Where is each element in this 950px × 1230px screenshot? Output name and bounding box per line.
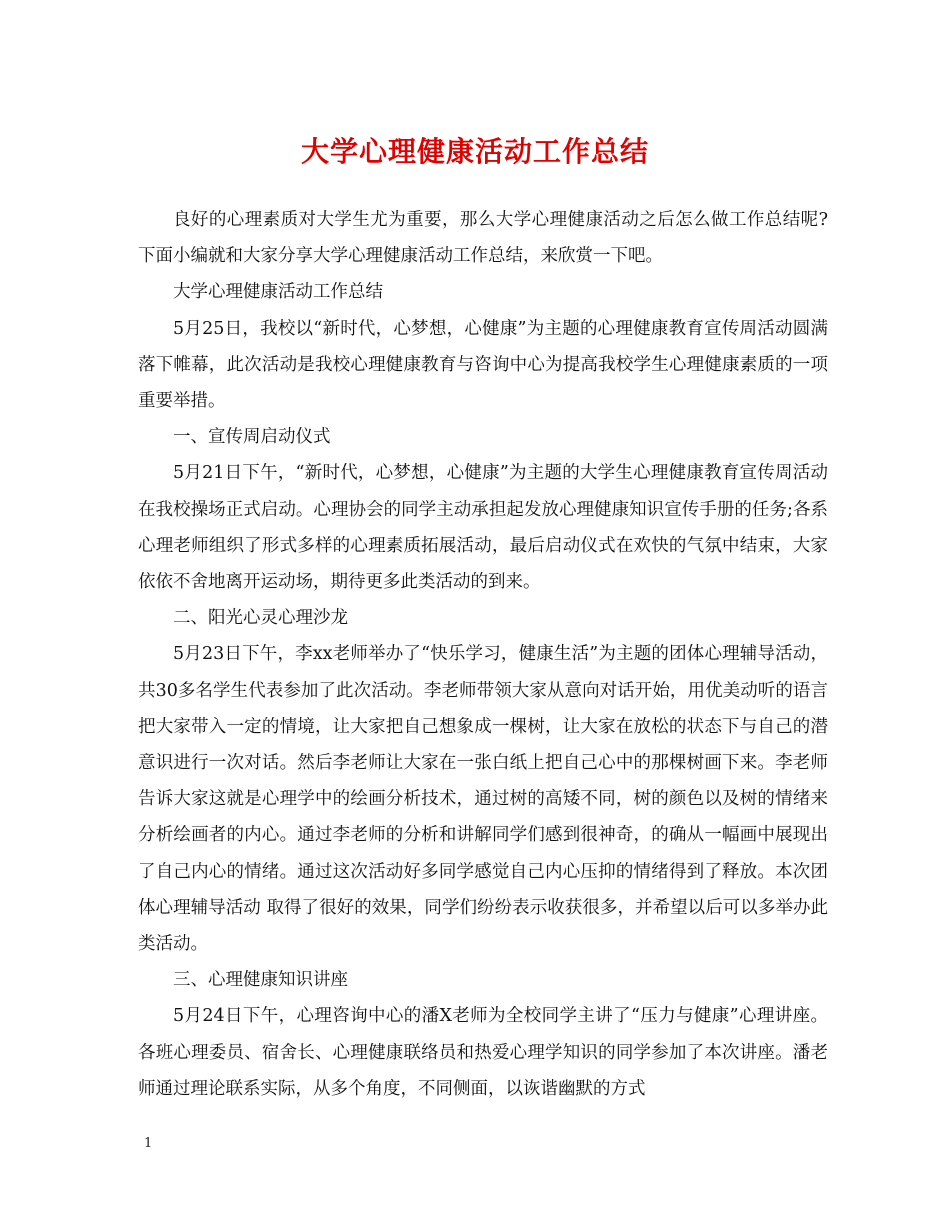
summary-paragraph: 5月25日，我校以“新时代，心梦想，心健康”为主题的心理健康教育宣传周活动圆满落下帷幕，此次活动是我校心理健康教育与咨询中心为提高我校学生心理健康素质的一项重要举措。 (138, 318, 828, 412)
section-paragraph-3: 5月24日下午，心理咨询中心的潘X老师为全校同学主讲了“压力与健康”心理讲座。各班心理委员、宿舍长、心理健康联络员和热爱心理学知识的同学参加了本次讲座。潘老师通过理论联系实际，从多个角度，不同侧面，以诙谐幽默的方式 (138, 1006, 828, 1099)
section-heading-3: 三、心理健康知识讲座 (173, 970, 348, 991)
section-heading-1: 一、宣传周启动仪式 (173, 427, 331, 448)
page-number: 1 (144, 1136, 153, 1151)
document-body (138, 202, 828, 1107)
section-paragraph-2: 5月23日下午，李xx老师举办了“快乐学习，健康生活”为主题的团体心理辅导活动，共30多名学生代表参加了此次活动。李老师带领大家从意向对话开始，用优美动听的语言把大家带入一定的情境，让大家把自己想象成一棵树，让大家在放松的状态下与自己的潜意识进行一次对话。然后李老师让大家在一张白纸上把自己心中的那棵树画下来。李老师告诉大家这就是心理学中的绘画分析技术，通过树的高矮不同，树的颜色以及树的情绪来分析绘画者的内心。通过李老师的分析和讲解同学们感到很神奇，的确从一幅画中展现出了自己内心的情绪。通过这次活动好多同学感觉自己内心压抑的情绪得到了释放。本次团体心理辅导活动 取得了很好的效果，同学们纷纷表示收获很多，并希望以后可以多举办此类活动。 (138, 644, 828, 955)
section-paragraph-1: 5月21日下午，“新时代，心梦想，心健康”为主题的大学生心理健康教育宣传周活动在我校操场正式启动。心理协会的同学主动承担起发放心理健康知识宣传手册的任务;各系心理老师组织了形式多样的心理素质拓展活动，最后启动仪式在欢快的气氛中结束，大家依依不舍地离开运动场，期待更多此类活动的到来。 (138, 463, 828, 593)
section-heading-2: 二、阳光心灵心理沙龙 (173, 608, 348, 629)
intro-paragraph: 良好的心理素质对大学生尤为重要，那么大学心理健康活动之后怎么做工作总结呢?下面小编就和大家分享大学心理健康活动工作总结，来欣赏一下吧。 (138, 210, 828, 267)
page-title: 大学心理健康活动工作总结 (300, 135, 649, 168)
subtitle-paragraph: 大学心理健康活动工作总结 (173, 282, 383, 303)
